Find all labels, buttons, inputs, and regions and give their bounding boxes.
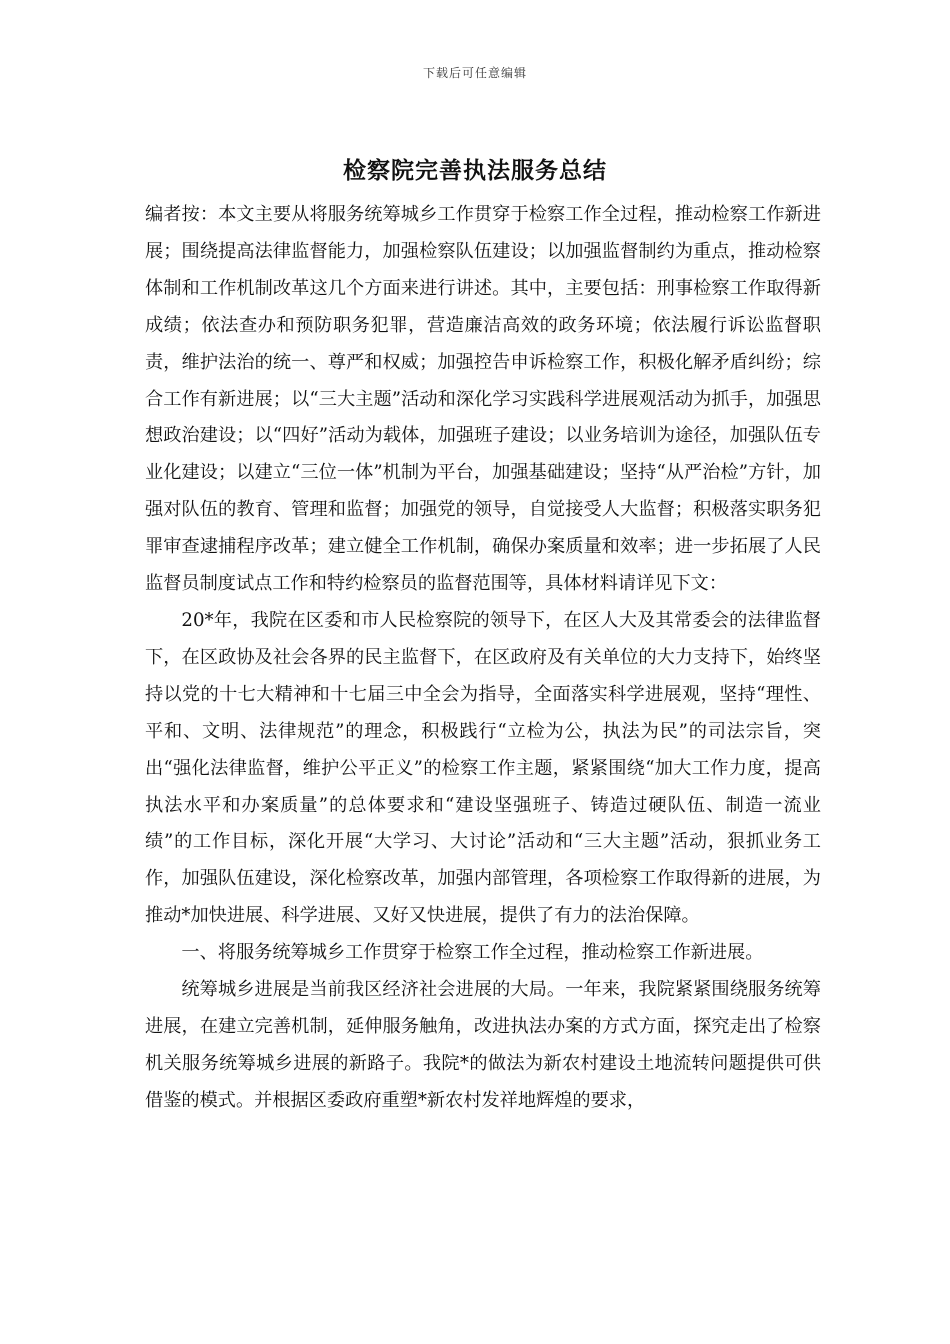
section-heading: 一、将服务统筹城乡工作贯穿于检察工作全过程，推动检察工作新进展。 [181,942,764,964]
body-paragraph: 20*年，我院在区委和市人民检察院的领导下，在区人大及其常委会的法律监督下，在区政协及社会各界的民主监督下，在区政府及有关单位的大力支持下，始终坚持以党的十七大精神和十七届三中全会为指导，全面落实科学进展观，坚持“理性、平和、文明、法律规范”的理念，积极践行“立检为公，执法为民”的司法宗旨，突出“强化法律监督，维护公平正义”的检察工作主题，紧紧围绕“加大工作力度，提高执法水平和办案质量”的总体要求和“建设坚强班子、铸造过硬队伍、制造一流业绩”的工作目标，深化开展“大学习、大讨论”活动和“三大主题”活动，狠抓业务工作，加强队伍建设，深化检察改革，加强内部管理，各项检察工作取得新的进展，为推动*加快进展、科学进展、又好又快进展，提供了有力的法治保障。 [145,609,821,927]
body-paragraph: 统筹城乡进展是当前我区经济社会进展的大局。一年来，我院紧紧围绕服务统筹进展，在建立完善机制，延伸服务触角，改进执法办案的方式方面，探究走出了检察机关服务统筹城乡进展的新路子。我院*的做法为新农村建设土地流转问题提供可供借鉴的模式。并根据区委政府重塑*新农村发祥地辉煌的要求， [145,979,821,1111]
editor-note-paragraph: 编者按：本文主要从将服务统筹城乡工作贯穿于检察工作全过程，推动检察工作新进展；围绕提高法律监督能力，加强检察队伍建设；以加强监督制约为重点，推动检察体制和工作机制改革这几个方面来进行讲述。其中，主要包括：刑事检察工作取得新成绩；依法查办和预防职务犯罪，营造廉洁高效的政务环境；依法履行诉讼监督职责，维护法治的统一、尊严和权威；加强控告申诉检察工作，积极化解矛盾纠纷；综合工作有新进展；以“三大主题”活动和深化学习实践科学进展观活动为抓手，加强思想政治建设；以“四好”活动为载体，加强班子建设；以业务培训为途径，加强队伍专业化建设；以建立“三位一体”机制为平台，加强基础建设；坚持“从严治检”方针，加强对队伍的教育、管理和监督；加强党的领导，自觉接受人大监督；积极落实职务犯罪审查逮捕程序改革；建立健全工作机制，确保办案质量和效率；进一步拓展了人民监督员制度试点工作和特约检察员的监督范围等，具体材料请详见下文： [145,204,821,595]
document-title: 检察院完善执法服务总结 [343,158,607,184]
header-note: 下载后可任意编辑 [422,66,527,80]
document-body [145,197,821,1120]
